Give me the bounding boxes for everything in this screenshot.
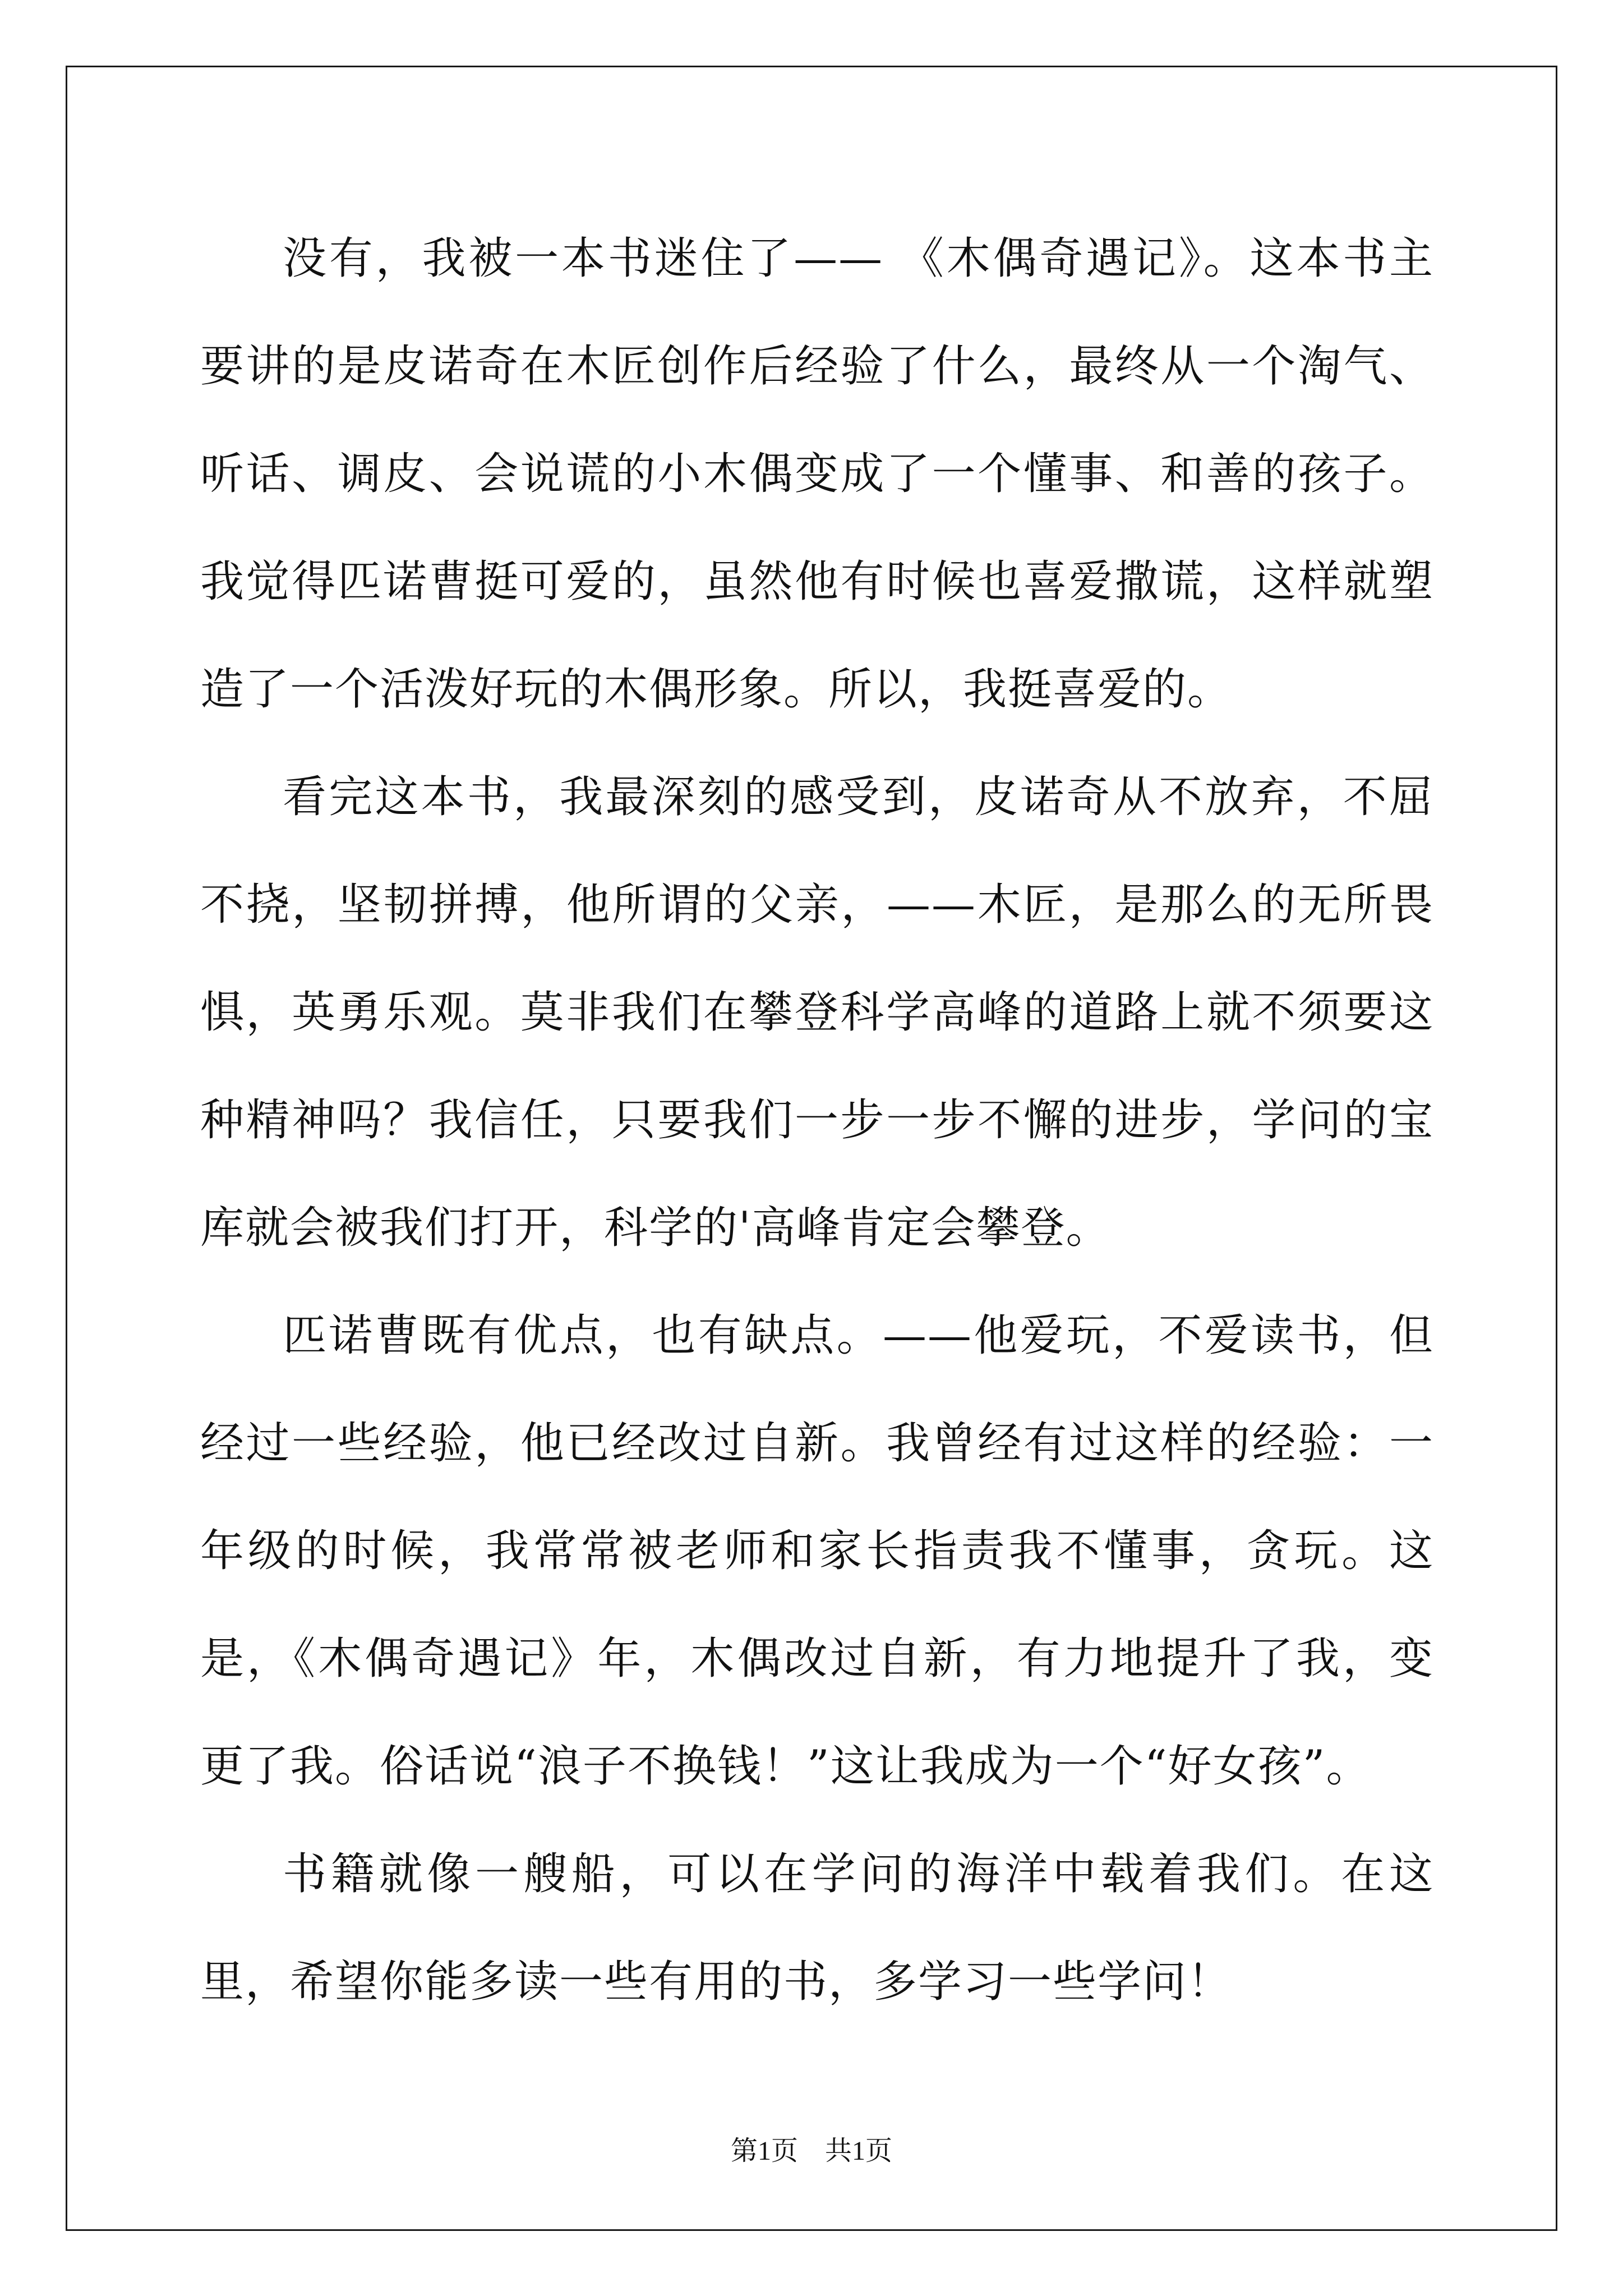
- paragraph-2: 看完这本书，我最深刻的感受到，皮诺奇从不放弃，不屈不挠，坚韧拼搏，他所谓的父亲，——木匠，是那么的无所畏惧，英勇乐观。莫非我们在攀登科学高峰的道路上就不须要这种精神吗？我信任，只要我们一步一步不懈的进步，学问的宝库就会被我们打开，科学的'高峰肯定会攀登。: [200, 772, 1434, 1253]
- paragraph-3: 匹诺曹既有优点，也有缺点。——他爱玩，不爱读书，但经过一些经验，他已经改过自新。我曾经有过这样的经验：一年级的时候，我常常被老师和家长指责我不懂事，贪玩。这是，《木偶奇遇记》年，木偶改过自新，有力地提升了我，变更了我。俗话说“浪子不换钱！”这让我成为一个“好女孩”。: [200, 1310, 1434, 1792]
- page-total: 共1页: [825, 2136, 893, 2166]
- document-body: [200, 205, 1434, 2036]
- paragraph-4: 书籍就像一艘船，可以在学问的海洋中载着我们。在这里，希望你能多读一些有用的书，多学习一些学问！: [200, 1849, 1434, 2007]
- paragraph-1: 没有，我被一本书迷住了—— 《木偶奇遇记》。这本书主要讲的是皮诺奇在木匠创作后经验了什么，最终从一个淘气、听话、调皮、会说谎的小木偶变成了一个懂事、和善的孩子。我觉得匹诺曹挺可爱的，虽然他有时候也喜爱撒谎，这样就塑造了一个活泼好玩的木偶形象。所以，我挺喜爱的。: [200, 233, 1434, 715]
- page-number: 第1页: [730, 2136, 798, 2166]
- page-footer: [0, 2129, 1623, 2168]
